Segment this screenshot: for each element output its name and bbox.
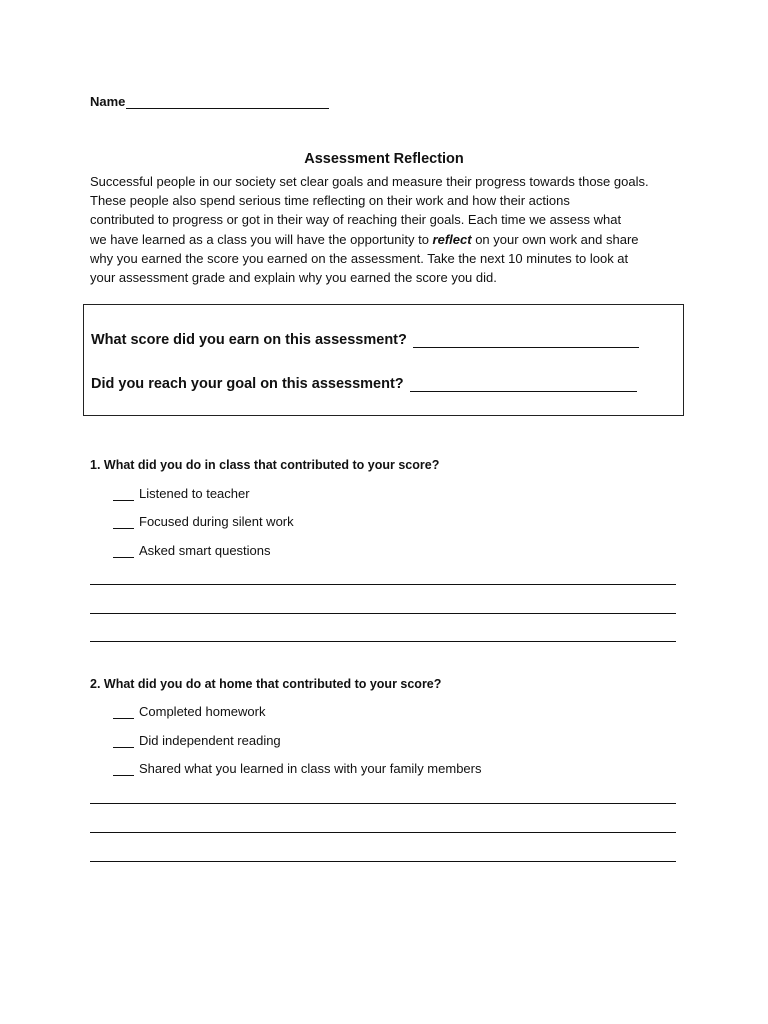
- option-label: Did independent reading: [139, 733, 281, 748]
- page-title: Assessment Reflection: [304, 151, 464, 167]
- checkbox-blank[interactable]: [113, 488, 134, 501]
- intro-line: contributed to progress or got in their way of reaching their goals. Each time we assess what: [90, 212, 622, 228]
- question-1-prompt: 1. What did you do in class that contributed to your score?: [90, 458, 440, 472]
- checkbox-blank[interactable]: [113, 516, 134, 529]
- name-blank[interactable]: [126, 96, 329, 109]
- score-question-text: What score did you earn on this assessment?: [91, 332, 407, 348]
- option-label: Listened to teacher: [139, 486, 250, 501]
- score-question: [91, 332, 639, 348]
- intro-line: why you earned the score you earned on the assessment. Take the next 10 minutes to look at: [90, 250, 629, 266]
- option-focused-silent-work: [113, 514, 294, 529]
- goal-question-text: Did you reach your goal on this assessment?: [91, 376, 404, 392]
- goal-question: [91, 376, 637, 392]
- option-completed-homework: [113, 704, 265, 719]
- score-answer-blank[interactable]: [413, 333, 639, 348]
- intro-text: we have learned as a class you will have the opportunity to: [90, 231, 433, 247]
- option-shared-with-family: [113, 761, 481, 776]
- answer-line[interactable]: [90, 832, 676, 833]
- goal-answer-blank[interactable]: [410, 377, 637, 392]
- intro-line: Successful people in our society set clear goals and measure their progress towards those goals.: [90, 174, 649, 189]
- intro-text: on your own work and share: [471, 231, 639, 247]
- question-2-prompt: 2. What did you do at home that contributed to your score?: [90, 677, 442, 691]
- checkbox-blank[interactable]: [113, 735, 134, 748]
- intro-line: [90, 230, 690, 249]
- score-box: [83, 304, 684, 416]
- name-field: [90, 94, 329, 109]
- intro-paragraph: [90, 172, 690, 287]
- answer-line[interactable]: [90, 584, 676, 585]
- option-independent-reading: [113, 733, 281, 748]
- answer-line[interactable]: [90, 641, 676, 642]
- answer-line[interactable]: [90, 861, 676, 862]
- option-label: Shared what you learned in class with your family members: [139, 761, 482, 776]
- option-label: Asked smart questions: [139, 543, 271, 558]
- checkbox-blank[interactable]: [113, 763, 134, 776]
- answer-line[interactable]: [90, 803, 676, 804]
- intro-line: your assessment grade and explain why you earned the score you did.: [90, 270, 497, 286]
- option-label: Focused during silent work: [139, 514, 294, 529]
- option-label: Completed homework: [139, 704, 266, 719]
- reflect-emphasis: reflect: [432, 231, 472, 247]
- intro-line: These people also spend serious time reflecting on their work and how their actions: [90, 193, 570, 209]
- name-label: Name: [90, 94, 126, 109]
- answer-line[interactable]: [90, 613, 676, 614]
- option-asked-smart-questions: [113, 543, 271, 558]
- checkbox-blank[interactable]: [113, 706, 134, 719]
- checkbox-blank[interactable]: [113, 545, 134, 558]
- option-listened-to-teacher: [113, 486, 250, 501]
